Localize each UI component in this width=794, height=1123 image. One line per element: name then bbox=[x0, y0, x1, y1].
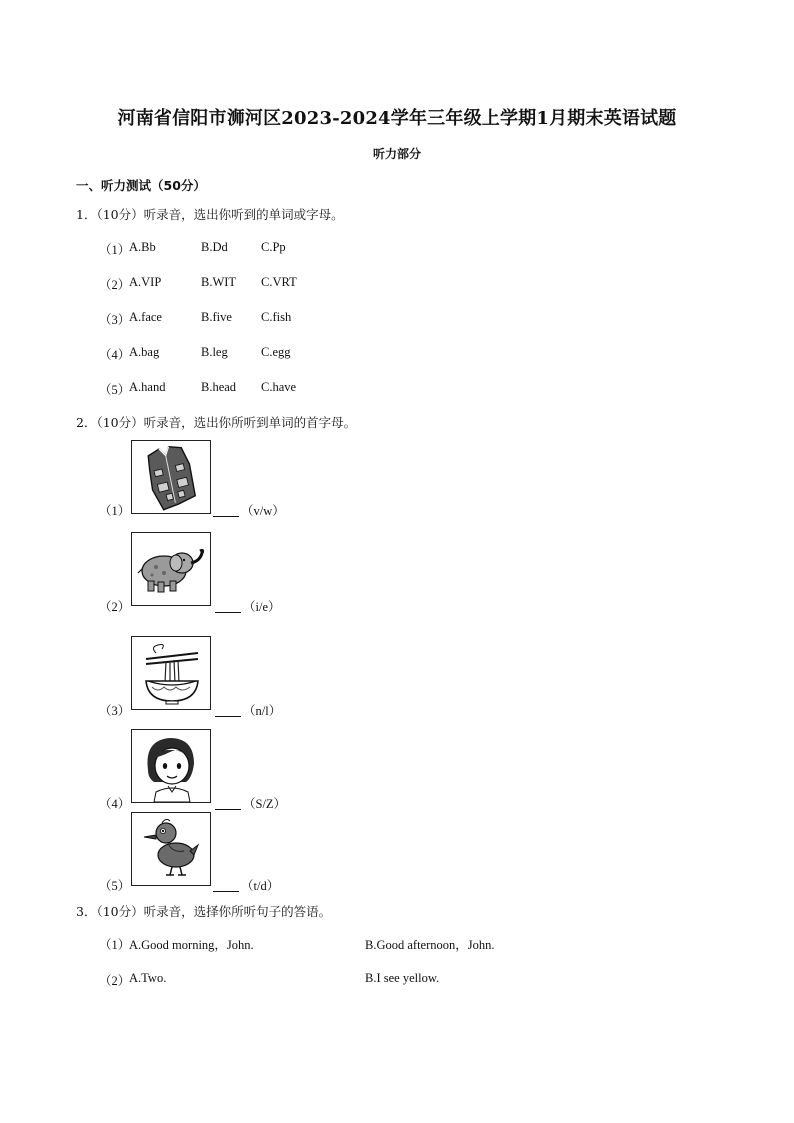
noodles-icon bbox=[132, 637, 210, 709]
duck-picture bbox=[131, 812, 211, 886]
elephant-picture bbox=[131, 532, 211, 606]
q1-item-2-option-c[interactable]: C.VRT bbox=[261, 275, 297, 289]
q1-item-1-option-c[interactable]: C.Pp bbox=[261, 240, 286, 254]
q3-item-2: （2） bbox=[99, 974, 131, 988]
q2-item-5-hint: （t/d） bbox=[241, 879, 280, 893]
q2-item-3-hint: （n/l） bbox=[243, 704, 282, 718]
q2-item-1-answer-blank[interactable] bbox=[213, 503, 239, 517]
q1-item-3-option-c[interactable]: C.fish bbox=[261, 310, 292, 324]
elephant-icon bbox=[132, 533, 210, 605]
q2-item-4-hint: （S/Z） bbox=[243, 797, 287, 811]
q1-item-1-option-b[interactable]: B.Dd bbox=[201, 240, 228, 254]
duck-icon bbox=[132, 813, 210, 885]
q2-item-3-answer-blank[interactable] bbox=[215, 703, 241, 717]
q2-item-4-answer-blank[interactable] bbox=[215, 796, 241, 810]
q1-item-5-option-b[interactable]: B.head bbox=[201, 380, 237, 394]
vest-picture bbox=[131, 440, 211, 514]
q2-item-1: （1） bbox=[99, 504, 131, 518]
q2-item-2-answer-blank[interactable] bbox=[215, 599, 241, 613]
q3-item-2-option-b[interactable]: B.I see yellow. bbox=[365, 971, 440, 985]
question-1-stem: 1．（10分）听录音，选出你听到的单词或字母。 bbox=[76, 207, 344, 222]
q1-item-3-option-b[interactable]: B.five bbox=[201, 310, 232, 324]
q2-item-2-hint: （i/e） bbox=[243, 600, 281, 614]
q1-item-4-option-b[interactable]: B.leg bbox=[201, 345, 228, 359]
q3-item-1-option-b[interactable]: B.Good afternoon，John. bbox=[365, 938, 495, 952]
vest-icon bbox=[132, 441, 210, 513]
noodles-picture bbox=[131, 636, 211, 710]
section-heading-listening: 一、听力测试（50分） bbox=[76, 178, 206, 193]
q2-item-5: （5） bbox=[99, 879, 131, 893]
q1-item-5-option-c[interactable]: C.have bbox=[261, 380, 297, 394]
q3-item-2-option-a[interactable]: A.Two. bbox=[129, 971, 167, 985]
q3-item-1: （1） bbox=[99, 938, 131, 952]
question-2-stem: 2．（10分）听录音，选出你所听到单词的首字母。 bbox=[76, 415, 357, 430]
girl-icon bbox=[132, 730, 210, 802]
question-3-stem: 3．（10分）听录音，选择你所听句子的答语。 bbox=[76, 904, 332, 919]
q1-item-2-option-b[interactable]: B.WIT bbox=[201, 275, 237, 289]
page-title: 河南省信阳市浉河区2023-2024学年三年级上学期1月期末英语试题 bbox=[117, 108, 677, 129]
q2-item-2: （2） bbox=[99, 600, 131, 614]
q2-item-3: （3） bbox=[99, 704, 131, 718]
page-subtitle: 听力部分 bbox=[372, 147, 421, 161]
girl-picture bbox=[131, 729, 211, 803]
q2-item-1-hint: （v/w） bbox=[241, 504, 285, 518]
q1-item-4-option-c[interactable]: C.egg bbox=[261, 345, 291, 359]
q3-item-1-option-a[interactable]: A.Good morning，John. bbox=[129, 938, 254, 952]
q2-item-4: （4） bbox=[99, 797, 131, 811]
q2-item-5-answer-blank[interactable] bbox=[213, 878, 239, 892]
